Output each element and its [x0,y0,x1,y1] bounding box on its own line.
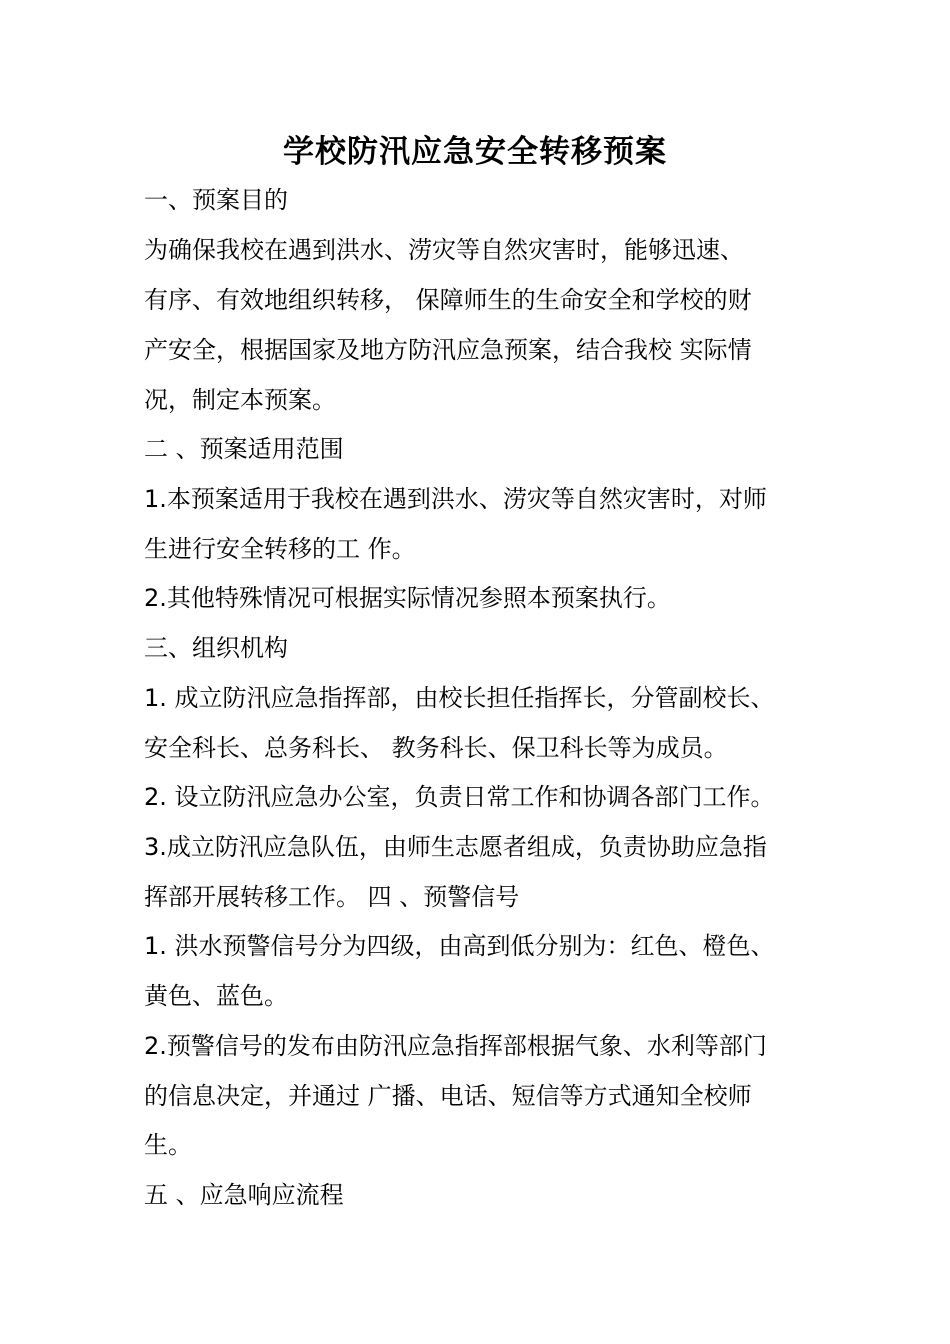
section-heading-2: 二 、预案适用范围 [144,435,344,463]
paragraph-line: 3.成立防汛应急队伍，由师生志愿者组成，负责协助应急指 [144,833,767,861]
paragraph-line: 挥部开展转移工作。 四 、预警信号 [144,883,520,911]
paragraph-line: 2.其他特殊情况可根据实际情况参照本预案执行。 [144,584,671,612]
paragraph-line: 产安全，根据国家及地方防汛应急预案，结合我校 实际情 [144,336,752,364]
document-title: 学校防汛应急安全转移预案 [283,134,667,170]
paragraph-line: 的信息决定，并通过 广播、电话、短信等方式通知全校师 [144,1082,752,1110]
paragraph-line: 况，制定本预案。 [144,386,336,414]
paragraph-line: 2.预警信号的发布由防汛应急指挥部根据气象、水利等部门 [144,1032,767,1060]
section-heading-5: 五 、应急响应流程 [144,1181,344,1209]
paragraph-line: 黄色、蓝色。 [144,982,288,1010]
paragraph-line: 1. 洪水预警信号分为四级，由高到低分别为：红色、橙色、 [144,932,775,960]
paragraph-line: 有序、有效地组织转移， 保障师生的生命安全和学校的财 [144,286,752,314]
section-heading-1: 一、预案目的 [144,186,288,214]
paragraph-line: 为确保我校在遇到洪水、涝灾等自然灾害时，能够迅速、 [144,236,744,264]
section-heading-3: 三、组织机构 [144,634,288,662]
paragraph-line: 1. 成立防汛应急指挥部，由校长担任指挥长，分管副校长、 [144,684,775,712]
paragraph-line: 生进行安全转移的工 作。 [144,535,416,563]
paragraph-line: 生。 [144,1131,192,1159]
paragraph-line: 1.本预案适用于我校在遇到洪水、涝灾等自然灾害时，对师 [144,485,767,513]
paragraph-line: 2. 设立防汛应急办公室，负责日常工作和协调各部门工作。 [144,783,775,811]
paragraph-line: 安全科长、总务科长、 教务科长、保卫科长等为成员。 [144,734,728,762]
